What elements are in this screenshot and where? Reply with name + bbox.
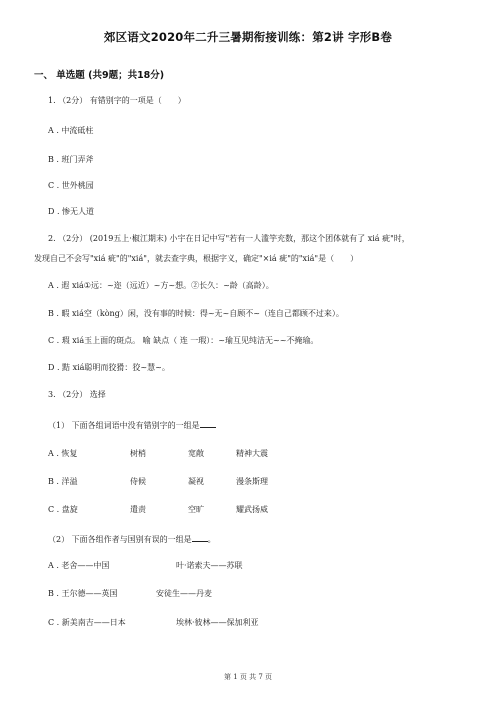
option-label: A . 恢复 — [48, 449, 78, 458]
section-heading: 一、 单选题 (共9题；共18分) — [34, 70, 165, 81]
q3-sub1-row-c — [48, 504, 428, 516]
q2-option-a: A . 遐 xiá①远：~迩（远近）~方~想。②长久：~龄（高龄）。 — [48, 281, 274, 290]
q1-option-a: A . 中流砥柱 — [48, 126, 94, 135]
word-cell: 凝视 — [188, 477, 204, 486]
option-text: 叶·诺索夫——苏联 — [176, 561, 243, 570]
q1-option-b: B . 班门弄斧 — [48, 155, 94, 164]
q2-option-b: B . 暇 xiá空（kòng）闲，没有事的时候：得~无~自顾不~（连自己都顾不过来）。 — [48, 309, 344, 318]
option-text: 埃林·彼林——保加利亚 — [176, 618, 259, 627]
q3-sub2-row-c — [48, 617, 428, 629]
word-cell: 树梢 — [130, 449, 146, 458]
option-text: A . 老舍——中国 — [48, 561, 110, 570]
page-footer: 第 1 页 共 7 页 — [223, 673, 273, 681]
q2-option-c: C . 瑕 xiá玉上面的斑点。 喻 缺点（ 连 一瑕）：~瑜互见纯洁无~~不掩瑜。 — [48, 336, 319, 345]
q1-stem: 1. （2分） 有错别字的一项是（ ） — [48, 96, 186, 105]
q3-sub2-row-b — [48, 588, 428, 600]
q1-option-c: C . 世外桃园 — [48, 181, 94, 190]
answer-blank — [200, 418, 216, 428]
q3-sub2-row-a — [48, 560, 428, 572]
word-cell: 精神大震 — [236, 449, 268, 458]
page-title: 郊区语文2020年二升三暑期衔接训练：第2讲 字形B卷 — [103, 30, 393, 44]
word-cell: 漫条斯理 — [236, 477, 268, 486]
q1-option-d: D . 惨无人道 — [48, 207, 95, 216]
option-text: 安徒生——丹麦 — [156, 589, 212, 598]
q3-sub1-row-b — [48, 476, 428, 488]
q3-sub1-stem-text: （1） 下面各组词语中没有错别字的一组是 — [48, 421, 200, 430]
word-cell: 侍候 — [130, 477, 146, 486]
q3-stem: 3. （2分） 选择 — [48, 390, 106, 399]
word-cell: 空旷 — [188, 505, 204, 514]
option-label: B . 洋溢 — [48, 477, 78, 486]
word-cell: 耀武扬威 — [236, 505, 268, 514]
q2-option-d: D . 黠 xiá聪明而狡猾：狡~慧~。 — [48, 363, 170, 372]
word-cell: 宽敞 — [188, 449, 204, 458]
option-label: C . 盘旋 — [48, 505, 78, 514]
q3-sub2-stem-text: （2） 下面各组作者与国别有误的一组是 — [48, 535, 192, 544]
q3-sub2-stem — [48, 532, 216, 545]
q2-stem-line1: 2. （2分） (2019五上·椒江期末) 小宇在日记中写"若有一人滥竽充数，那这个团体就有了 xiá 疵"时， — [48, 234, 410, 243]
answer-blank — [192, 532, 208, 542]
q3-sub1-stem — [48, 418, 216, 431]
q3-sub2-stem-end: 。 — [207, 535, 216, 544]
q2-stem-line2: 发现自己不会写"xiá 疵"的"xiá"，就去查字典，根据字义，确定"×iá 疵"的"xiá"是（ ） — [34, 254, 359, 263]
word-cell: 遣责 — [130, 505, 146, 514]
q3-sub1-row-a — [48, 448, 428, 460]
option-text: C . 新美南吉——日本 — [48, 618, 126, 627]
option-text: B . 王尔德——英国 — [48, 589, 118, 598]
